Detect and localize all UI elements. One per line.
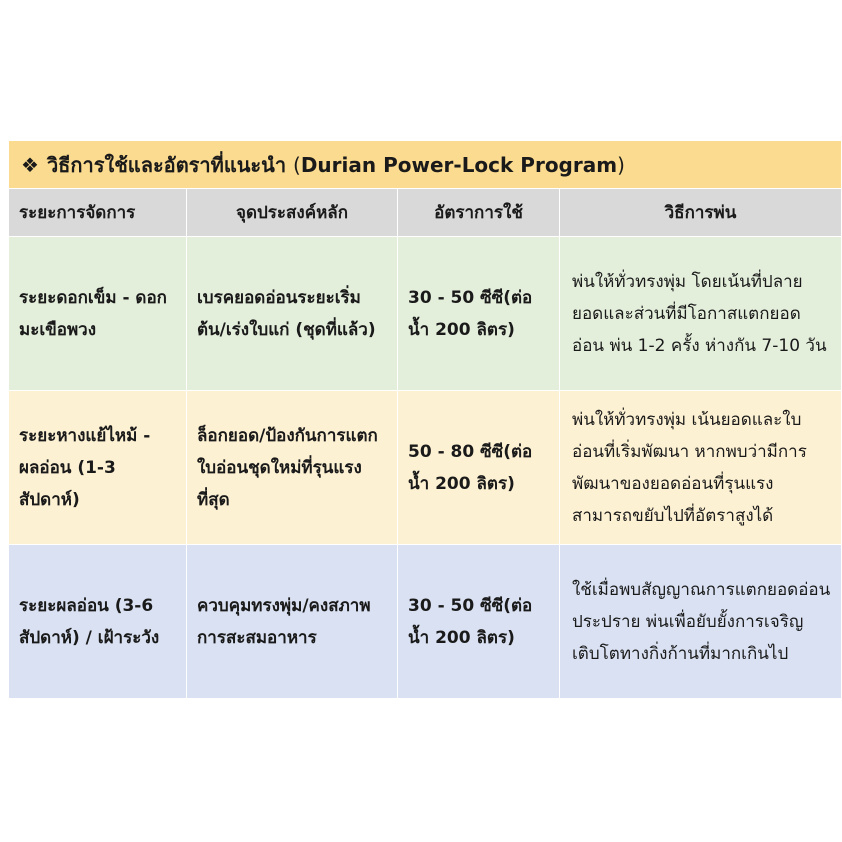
diamond-bullet-icon: ❖ — [21, 152, 39, 177]
goal-cell: ล็อกยอด/ป้องกันการแตกใบอ่อนชุดใหม่ที่รุนแรงที่สุด — [187, 391, 398, 545]
method-cell: ใช้เมื่อพบสัญญาณการแตกยอดอ่อนประปราย พ่นเพื่อยับยั้งการเจริญเติบโตทางกิ่งก้านที่มากเกินไป — [560, 545, 842, 699]
rate-cell: 50 - 80 ซีซี(ต่อน้ำ 200 ลิตร) — [398, 391, 560, 545]
column-header-goal: จุดประสงค์หลัก — [187, 189, 398, 237]
goal-cell: เบรคยอดอ่อนระยะเริ่มต้น/เร่งใบแก่ (ชุดที่แล้ว) — [187, 237, 398, 391]
table-row — [9, 545, 842, 699]
recommendation-table — [8, 140, 842, 699]
title-paren-open: ( — [293, 152, 301, 177]
title-program-name: Durian Power-Lock Program — [300, 152, 618, 177]
method-cell: พ่นให้ทั่วทรงพุ่ม โดยเน้นที่ปลายยอดและส่วนที่มีโอกาสแตกยอดอ่อน พ่น 1-2 ครั้ง ห่างกัน 7-10 วัน — [560, 237, 842, 391]
title-paren-close: ) — [617, 152, 625, 177]
column-header-method: วิธีการพ่น — [560, 189, 842, 237]
table-row — [9, 237, 842, 391]
header-row — [9, 189, 842, 237]
title-main-text: วิธีการใช้และอัตราที่แนะนำ — [46, 152, 294, 177]
method-cell: พ่นให้ทั่วทรงพุ่ม เน้นยอดและใบอ่อนที่เริ่มพัฒนา หากพบว่ามีการพัฒนาของยอดอ่อนที่รุนแรงสามารถขยับไปที่อัตราสูงได้ — [560, 391, 842, 545]
column-header-stage: ระยะการจัดการ — [9, 189, 187, 237]
table-title — [9, 141, 842, 189]
title-row — [9, 141, 842, 189]
goal-cell: ควบคุมทรงพุ่ม/คงสภาพการสะสมอาหาร — [187, 545, 398, 699]
stage-cell: ระยะหางแย้ไหม้ - ผลอ่อน (1-3 สัปดาห์) — [9, 391, 187, 545]
table-row — [9, 391, 842, 545]
column-header-rate: อัตราการใช้ — [398, 189, 560, 237]
rate-cell: 30 - 50 ซีซี(ต่อน้ำ 200 ลิตร) — [398, 237, 560, 391]
stage-cell: ระยะดอกเข็ม - ดอกมะเขือพวง — [9, 237, 187, 391]
stage-cell: ระยะผลอ่อน (3-6 สัปดาห์) / เฝ้าระวัง — [9, 545, 187, 699]
rate-cell: 30 - 50 ซีซี(ต่อน้ำ 200 ลิตร) — [398, 545, 560, 699]
